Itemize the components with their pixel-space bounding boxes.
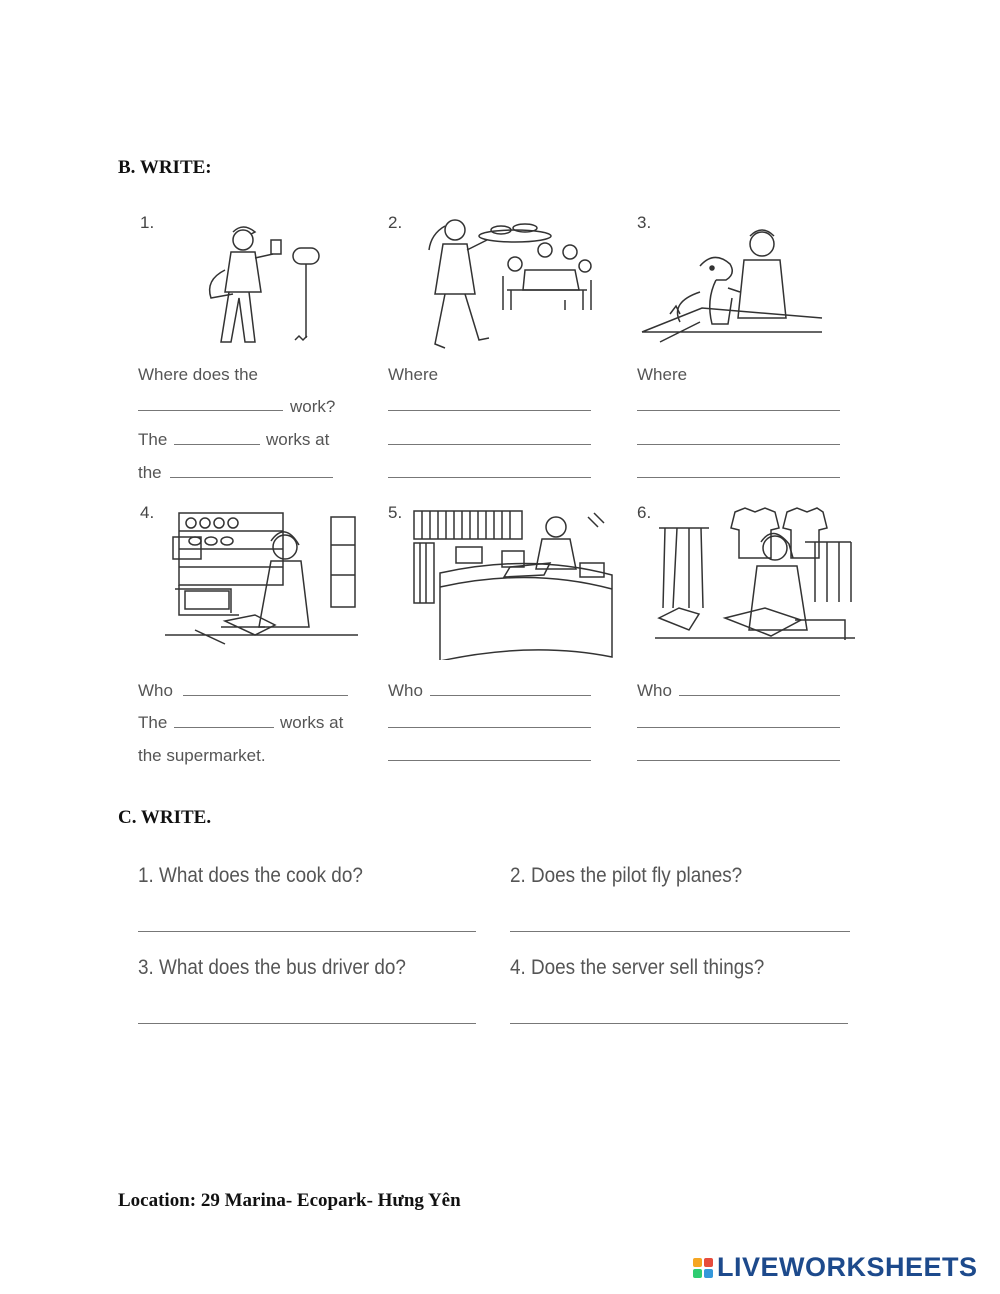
item-3-answer-line-3[interactable] <box>637 477 840 478</box>
answer-c-1-line[interactable] <box>138 931 476 932</box>
question-c-2: 2. Does the pilot fly planes? <box>510 864 743 887</box>
item-4-line-1: Who <box>138 681 173 700</box>
veterinarian-image <box>640 222 825 347</box>
item-2-answer-line-1[interactable] <box>388 410 591 411</box>
item-6-number: 6. <box>637 503 652 522</box>
item-2-number: 2. <box>388 213 403 232</box>
item-5-answer-line-1[interactable] <box>430 695 591 696</box>
item-2-answer-line-3[interactable] <box>388 477 591 478</box>
salesclerk-image <box>655 500 855 658</box>
item-1-line-1: Where does the <box>138 365 259 384</box>
answer-c-3-line[interactable] <box>138 1023 476 1024</box>
item-6-line-1: Who <box>637 681 672 700</box>
section-c-title: C. WRITE. <box>118 807 212 828</box>
item-1-the-text: The <box>138 430 168 449</box>
question-c-3: 3. What does the bus driver do? <box>138 956 406 979</box>
supermarket-cashier-image <box>165 505 358 650</box>
logo-text: LIVEWORKSHEETS <box>717 1252 978 1282</box>
item-6-answer-line-1[interactable] <box>679 695 840 696</box>
item-1-the2-text: the <box>138 463 162 482</box>
item-4-supermarket-text: the supermarket. <box>138 746 266 765</box>
item-1-answer-line-3[interactable] <box>170 477 333 478</box>
item-1-number: 1. <box>140 213 155 232</box>
location-footer: Location: 29 Marina- Ecopark- Hưng Yên <box>118 1190 461 1211</box>
item-2-line-1: Where <box>388 365 439 384</box>
item-2-answer-line-2[interactable] <box>388 444 591 445</box>
logo-square-3 <box>693 1269 702 1278</box>
logo-square-2 <box>704 1258 713 1267</box>
item-1-work-text: work? <box>290 397 336 416</box>
item-5-line-1: Who <box>388 681 423 700</box>
answer-c-2-line[interactable] <box>510 931 850 932</box>
answer-c-4-line[interactable] <box>510 1023 848 1024</box>
restaurant-server-image <box>415 210 597 355</box>
mail-carrier-image <box>185 210 345 350</box>
item-1-answer-line-2[interactable] <box>174 444 260 445</box>
logo-square-1 <box>693 1258 702 1267</box>
item-3-answer-line-1[interactable] <box>637 410 840 411</box>
item-4-works-at-text: works at <box>280 713 344 732</box>
question-c-1: 1. What does the cook do? <box>138 864 363 887</box>
question-c-4: 4. Does the server sell things? <box>510 956 765 979</box>
item-5-answer-line-2[interactable] <box>388 727 591 728</box>
item-4-answer-line-2[interactable] <box>174 727 274 728</box>
logo-square-4 <box>704 1269 713 1278</box>
item-3-number: 3. <box>637 213 652 232</box>
item-3-line-1: Where <box>637 365 688 384</box>
item-3-answer-line-2[interactable] <box>637 444 840 445</box>
item-4-the-text: The <box>138 713 168 732</box>
librarian-image <box>410 507 615 660</box>
item-6-answer-line-3[interactable] <box>637 760 840 761</box>
item-1-answer-line-1[interactable] <box>138 410 283 411</box>
section-b-title: B. WRITE: <box>118 157 212 178</box>
item-4-answer-line-1[interactable] <box>183 695 348 696</box>
item-5-answer-line-3[interactable] <box>388 760 591 761</box>
item-4-number: 4. <box>140 503 155 522</box>
liveworksheets-logo <box>693 1252 978 1283</box>
item-1-works-at-text: works at <box>266 430 330 449</box>
item-5-number: 5. <box>388 503 403 522</box>
logo-mark-icon <box>693 1258 713 1278</box>
item-6-answer-line-2[interactable] <box>637 727 840 728</box>
